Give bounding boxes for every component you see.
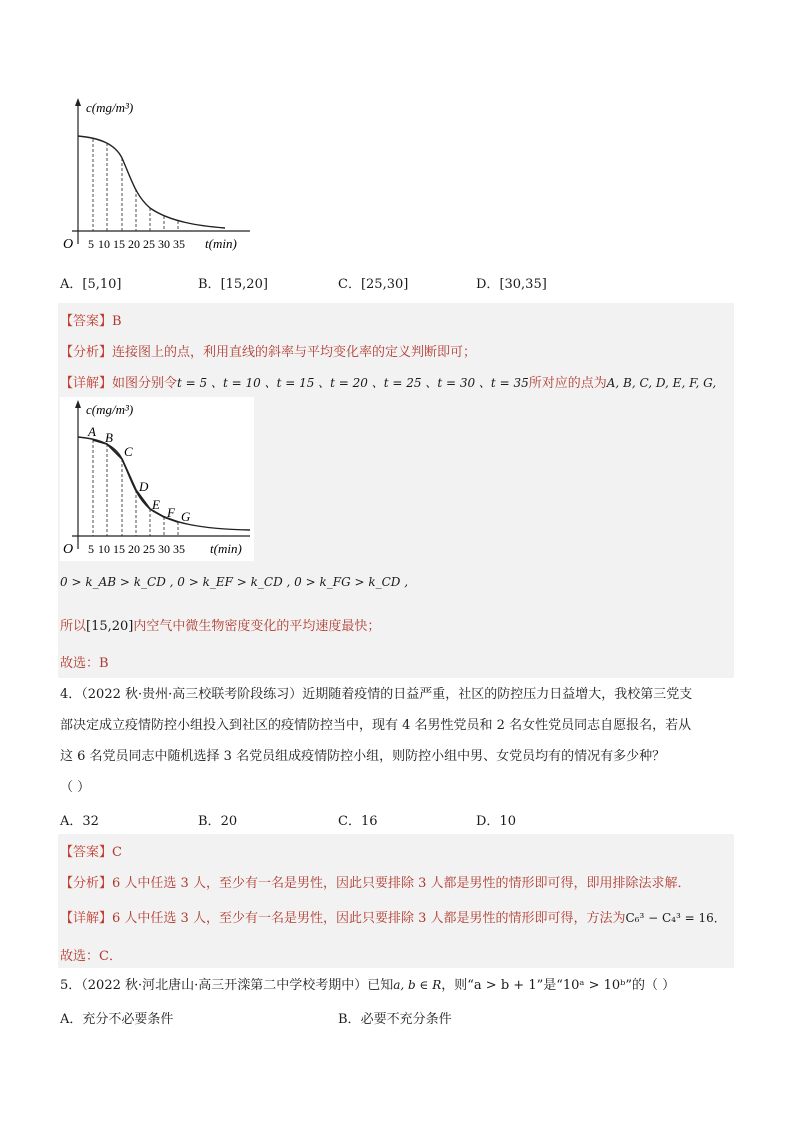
answer-tag: 【答案】 xyxy=(60,314,113,329)
choice-text: 故选：C． xyxy=(60,949,122,964)
detail-prefix: 如图分别令 xyxy=(112,376,178,391)
point-label: D xyxy=(139,479,149,494)
detail-times: t = 5 、t = 10 、t = 15 、t = 20 、t = 25 、t = 30 、t = 35 xyxy=(177,376,529,390)
option-value: 32 xyxy=(82,814,99,829)
graph-2-ticks xyxy=(88,542,185,556)
tick-label: 20 xyxy=(128,542,140,556)
graph-2-origin: O xyxy=(63,542,74,557)
q4-stem-line-2: 部决定成立疫情防控小组投入到社区的疫情防控当中，现有 4 名男性党员和 2 名女性党员同志自愿报名，若从 xyxy=(60,718,692,733)
option-value: [15,20] xyxy=(220,277,268,292)
tick-label: 25 xyxy=(143,542,155,556)
tick-label: 30 xyxy=(158,542,170,556)
option-letter: D． xyxy=(476,814,500,829)
tick-label: 35 xyxy=(173,542,185,556)
q4-stem-line-3: 这 6 名党员同志中随机选择 3 名党员组成疫情防控小组，则防控小组中男、女党员均有的情况有多少种？ xyxy=(60,749,666,764)
detail-tag: 【详解】 xyxy=(60,911,113,926)
graph-1-svg xyxy=(60,96,260,256)
option-letter: A． xyxy=(60,814,83,829)
q4-answer-panel xyxy=(58,834,734,968)
q5-option-b xyxy=(338,1008,452,1027)
analysis-tag: 【分析】 xyxy=(60,876,113,891)
option-letter: C． xyxy=(338,814,361,829)
option-letter: A． xyxy=(60,1012,83,1027)
tick-label: 35 xyxy=(173,237,185,251)
q5-stem-line-1 xyxy=(60,976,675,995)
slopes-inequality: 0 > k_AB > k_CD , 0 > k_EF > k_CD , 0 > k_FG > k_CD , xyxy=(60,575,409,589)
q5-stem-prefix: 5．（2022 秋·河北唐山·高三开滦第二中学校考期中）已知 xyxy=(60,978,394,993)
point-label: F xyxy=(167,505,175,520)
option-value: 16 xyxy=(360,814,378,829)
answer-tag: 【答案】 xyxy=(60,845,113,860)
option-value: 10 xyxy=(499,814,516,829)
answer-value: B xyxy=(112,314,122,329)
graph-1-xlabel: t(min) xyxy=(205,236,237,251)
graph-2-point-labels xyxy=(87,424,191,524)
graph-2-xlabel: t(min) xyxy=(210,541,242,556)
q3-option-c xyxy=(338,273,408,292)
q3-option-b xyxy=(198,273,268,292)
detail-suffix: 所对应的点为 xyxy=(528,376,607,391)
q4-stem-line-1: 4．（2022 秋·贵州·高三校联考阶段练习）近期随着疫情的日益严重，社区的防控压力日益增大，我校第三党支 xyxy=(60,687,693,702)
point-label: B xyxy=(105,430,113,445)
point-label: A xyxy=(88,424,96,439)
detail-tag: 【详解】 xyxy=(60,376,113,391)
option-letter: A． xyxy=(60,277,83,292)
conclusion-interval: [15,20] xyxy=(86,619,134,634)
option-letter: B． xyxy=(198,814,221,829)
answer-value: C xyxy=(112,845,122,860)
tick-label: 15 xyxy=(113,237,125,251)
tick-label: 5 xyxy=(88,542,94,556)
option-value: [5,10] xyxy=(82,277,122,292)
dashed-verticals xyxy=(93,139,178,231)
graph-2-svg xyxy=(60,397,254,561)
q5-stem-math: a, b ∈ R xyxy=(393,978,442,992)
option-letter: B． xyxy=(198,277,221,292)
q3-conclusion-line xyxy=(60,615,380,634)
option-letter: B． xyxy=(338,1012,361,1027)
option-value: 必要不充分条件 xyxy=(360,1012,452,1027)
point-label: C xyxy=(124,444,133,459)
option-value: [25,30] xyxy=(360,277,409,292)
option-letter: D． xyxy=(476,277,500,292)
q4-option-c xyxy=(338,810,378,829)
y-axis-arrow-icon xyxy=(75,98,81,106)
q4-choice-line xyxy=(60,945,122,964)
y-axis-arrow-icon xyxy=(75,400,81,408)
q3-option-a xyxy=(60,273,121,292)
q3-answer-line xyxy=(60,310,122,329)
option-value: 充分不必要条件 xyxy=(82,1012,174,1027)
q3-option-d xyxy=(476,273,547,292)
q4-detail-line xyxy=(60,907,726,926)
point-label: G xyxy=(181,509,191,524)
option-letter: C． xyxy=(338,277,361,292)
option-value: [30,35] xyxy=(499,277,547,292)
q5-stem-rest: ，则“a > b + 1”是“10ᵃ > 10ᵇ”的（ ） xyxy=(441,978,676,993)
detail-formula: C₆³ − C₄³ = 16． xyxy=(625,911,726,925)
graph-1-origin: O xyxy=(63,237,74,252)
graph-1-ylabel: c(mg/m³) xyxy=(86,100,134,115)
tick-label: 5 xyxy=(88,237,94,251)
q3-slopes-line xyxy=(60,575,408,589)
detail-text: 6 人中任选 3 人，至少有一名是男性，因此只要排除 3 人都是男性的情形即可得，方法为 xyxy=(112,911,626,926)
decay-curve xyxy=(78,136,225,228)
q5-option-a xyxy=(60,1008,173,1027)
q4-answer-line xyxy=(60,841,122,860)
choice-text: 故选：B xyxy=(60,656,109,671)
tick-label: 20 xyxy=(128,237,140,251)
conclusion-text: 内空气中微生物密度变化的平均速度最快； xyxy=(133,619,381,634)
q4-analysis-line xyxy=(60,872,691,891)
q4-option-d xyxy=(476,810,516,829)
tick-label: 30 xyxy=(158,237,170,251)
analysis-text: 6 人中任选 3 人，至少有一名是男性，因此只要排除 3 人都是男性的情形即可得，即用排除法求解． xyxy=(112,876,691,891)
option-value: 20 xyxy=(220,814,238,829)
q3-detail-line xyxy=(60,372,716,391)
analysis-text: 连接图上的点，利用直线的斜率与平均变化率的定义判断即可； xyxy=(112,345,477,360)
graph-1-ticks xyxy=(88,237,185,251)
graph-2-ylabel: c(mg/m³) xyxy=(86,402,134,417)
tick-label: 10 xyxy=(98,237,110,251)
point-label: E xyxy=(152,497,160,512)
graph-concentration-2 xyxy=(60,397,254,561)
tick-label: 25 xyxy=(143,237,155,251)
q3-choice-line xyxy=(60,652,109,671)
q3-analysis-line xyxy=(60,341,476,360)
q4-option-b xyxy=(198,810,237,829)
tick-label: 15 xyxy=(113,542,125,556)
conclusion-prefix: 所以 xyxy=(60,619,87,634)
q4-option-a xyxy=(60,810,99,829)
graph-concentration-1 xyxy=(60,96,260,256)
detail-points: A, B, C, D, E, F, G, xyxy=(606,376,717,390)
tick-label: 10 xyxy=(98,542,110,556)
analysis-tag: 【分析】 xyxy=(60,345,113,360)
q4-paren: （ ） xyxy=(60,780,91,795)
secant-lines xyxy=(93,440,178,522)
